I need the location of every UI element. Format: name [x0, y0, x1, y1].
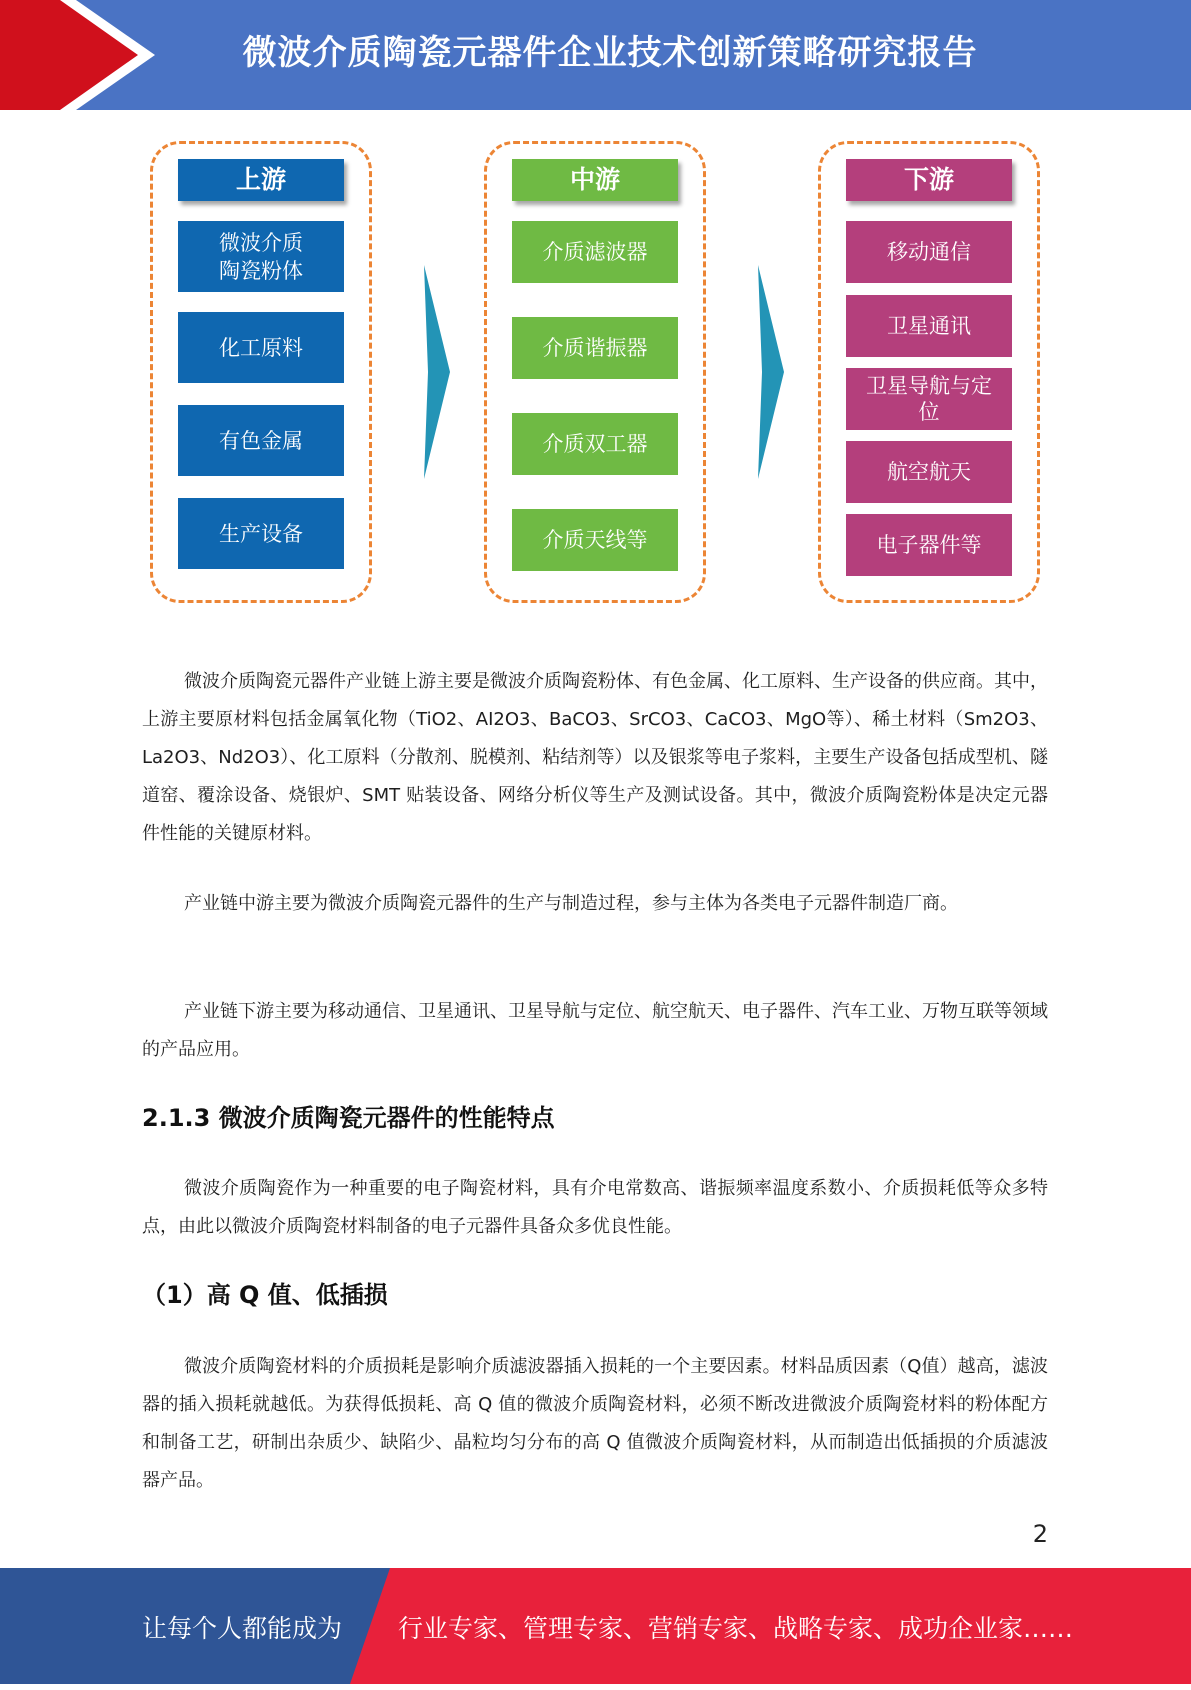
downstream-item — [846, 368, 1012, 430]
downstream-item-label: 卫星通讯 — [887, 314, 971, 338]
body-paragraph: 产业链下游主要为移动通信、卫星通讯、卫星导航与定位、航空航天、电子器件、汽车工业、万物互联等领域的产品应用。 — [142, 1001, 1048, 1060]
upstream-item-label: 化工原料 — [219, 335, 303, 360]
page-number: 2 — [1032, 1520, 1048, 1548]
midstream-item — [512, 317, 678, 379]
midstream-item — [512, 509, 678, 571]
body-paragraph: 微波介质陶瓷元器件产业链上游主要是微波介质陶瓷粉体、有色金属、化工原料、生产设备的供应商。其中，上游主要原材料包括金属氧化物（TiO2、AI2O3、BaCO3、SrCO3、CaCO3、MgO等）、稀土材料（Sm2O3、La2O3、Nd2O3）、化工原料（分散剂、脱模剂、粘结剂等）以及银浆等电子浆料，主要生产设备包括成型机、隧道窑、覆涂设备、烧银炉、SMT 贴装设备、网络分析仪等生产及测试设备。其中，微波介质陶瓷粉体是决定元器件性能的关键原材料。 — [142, 671, 1048, 844]
upstream-item-label: 微波介质陶瓷粉体 — [219, 230, 303, 283]
upstream-item — [178, 312, 344, 383]
footer-slogan-left: 让每个人都能成为 — [142, 1614, 343, 1643]
downstream-item-label: 航空航天 — [887, 460, 971, 484]
downstream-item — [846, 514, 1012, 576]
downstream-column — [818, 141, 1040, 603]
downstream-title: 下游 — [846, 159, 1012, 201]
midstream-item — [512, 221, 678, 283]
downstream-item-label: 电子器件等 — [876, 533, 982, 557]
flow-arrow-icon — [424, 265, 450, 479]
downstream-item — [846, 221, 1012, 283]
upstream-item-label: 有色金属 — [219, 428, 303, 453]
downstream-item — [846, 295, 1012, 357]
upstream-title: 上游 — [178, 159, 344, 201]
midstream-item-label: 介质双工器 — [542, 432, 648, 456]
midstream-column — [484, 141, 706, 603]
midstream-item-label: 介质滤波器 — [542, 240, 648, 264]
supply-chain-diagram — [0, 0, 1191, 620]
flow-arrow-icon — [758, 265, 784, 479]
downstream-item-label: 移动通信 — [887, 240, 971, 264]
body-paragraph: 微波介质陶瓷材料的介质损耗是影响介质滤波器插入损耗的一个主要因素。材料品质因素（Q值）越高，滤波器的插入损耗就越低。为获得低损耗、高 Q 值的微波介质陶瓷材料，必须不断改进微波介质陶瓷材料的粉体配方和制备工艺，研制出杂质少、缺陷少、晶粒均匀分布的高 Q 值微波介质陶瓷材料，从而制造出低插损的介质滤波器产品。 — [142, 1356, 1048, 1491]
body-paragraph: 产业链中游主要为微波介质陶瓷元器件的生产与制造过程，参与主体为各类电子元器件制造厂商。 — [184, 893, 958, 914]
page-footer — [0, 1568, 1191, 1684]
midstream-item-label: 介质谐振器 — [542, 336, 648, 360]
midstream-item-label: 介质天线等 — [542, 528, 648, 552]
body-paragraph: 微波介质陶瓷作为一种重要的电子陶瓷材料，具有介电常数高、谐振频率温度系数小、介质损耗低等众多特点，由此以微波介质陶瓷材料制备的电子元器件具备众多优良性能。 — [142, 1178, 1048, 1237]
downstream-item — [846, 441, 1012, 503]
upstream-item-label: 生产设备 — [219, 521, 303, 546]
upstream-item — [178, 221, 344, 292]
upstream-item — [178, 405, 344, 476]
midstream-title: 中游 — [512, 159, 678, 201]
downstream-item-label: 卫星导航与定位 — [866, 374, 992, 424]
footer-slogan-right: 行业专家、管理专家、营销专家、战略专家、成功企业家…… — [398, 1614, 1074, 1643]
section-heading: 2.1.3 微波介质陶瓷元器件的性能特点 — [142, 1104, 555, 1132]
report-title: 微波介质陶瓷元器件企业技术创新策略研究报告 — [242, 33, 978, 73]
subsection-heading: （1）高 Q 值、低插损 — [142, 1281, 388, 1309]
upstream-item — [178, 498, 344, 569]
midstream-item — [512, 413, 678, 475]
upstream-column — [150, 141, 372, 603]
